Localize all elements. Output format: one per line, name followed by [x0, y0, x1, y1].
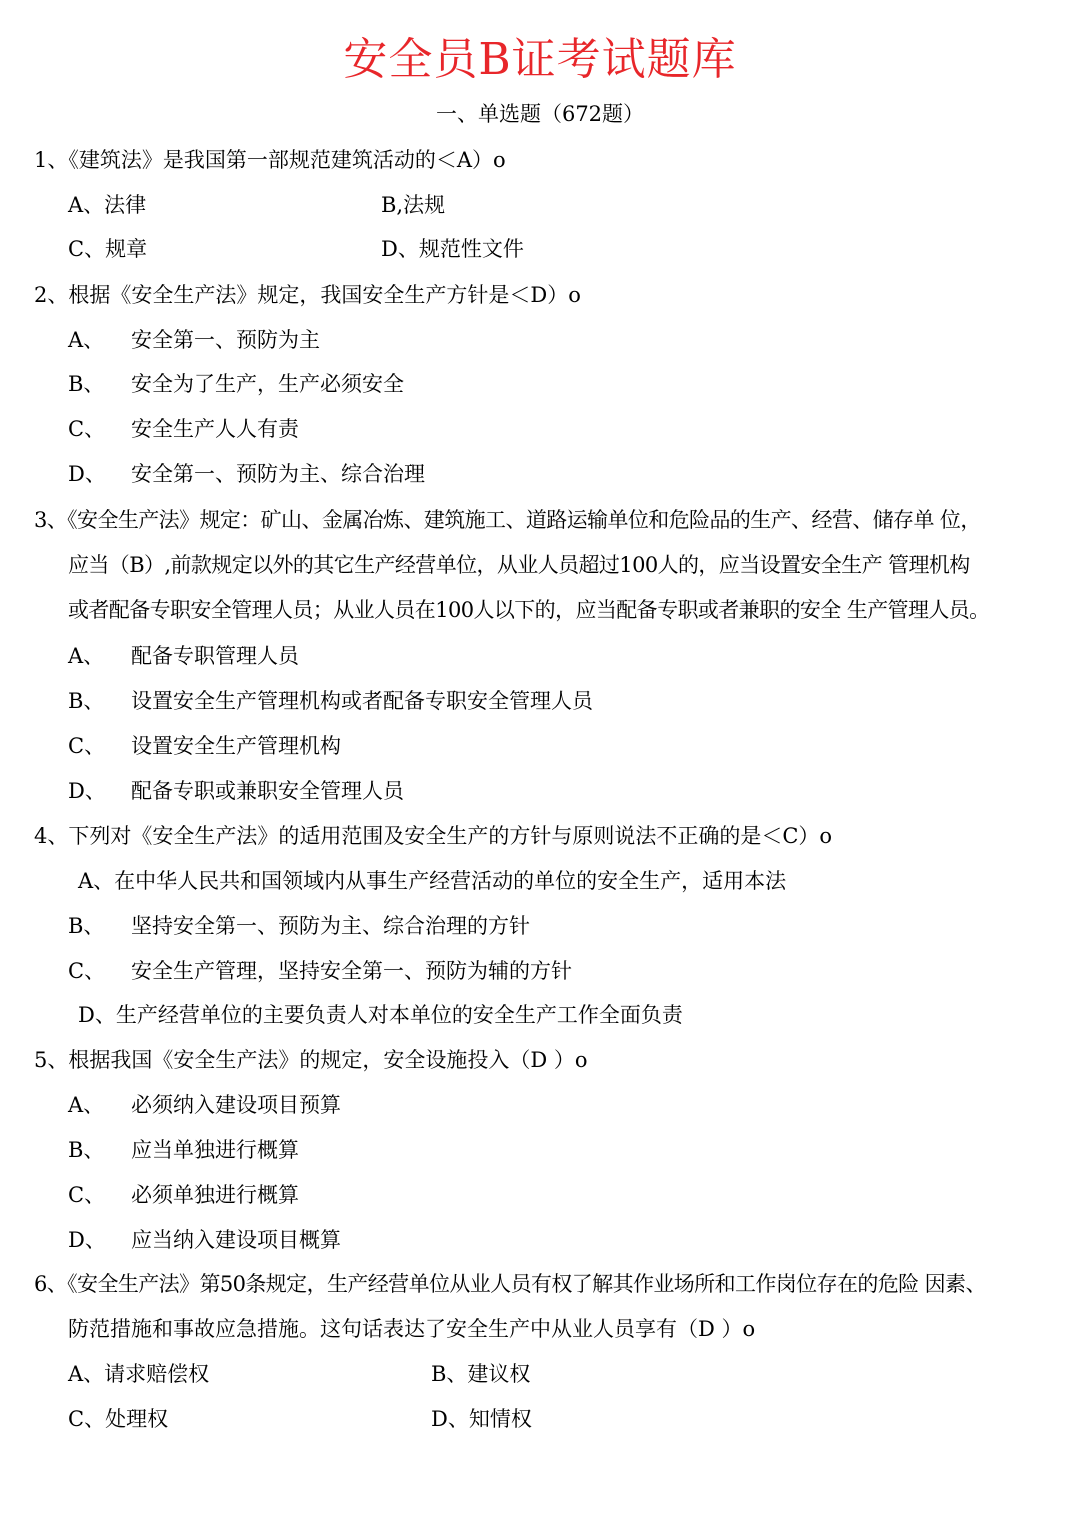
section-heading: 一、单选题（672题） [435, 102, 645, 126]
question-5-option-b [68, 1134, 299, 1166]
option-text: 配备专职或兼职安全管理人员 [131, 779, 404, 803]
option-label: B、 [68, 1138, 105, 1162]
question-2-stem: 2、根据《安全生产法》规定，我国安全生产方针是＜D）o [34, 283, 581, 307]
option-label: C、 [68, 734, 106, 758]
question-1-option-a: A、法律 [68, 193, 147, 217]
document-title: 安全员B证考试题库 [343, 34, 737, 85]
option-label: A、 [68, 328, 105, 352]
option-label: C、 [68, 417, 106, 441]
question-5-option-d [68, 1224, 341, 1256]
question-6-option-a: A、请求赔偿权 [68, 1362, 210, 1386]
option-label: A、 [68, 644, 105, 668]
option-label: C、 [68, 959, 106, 983]
option-text: 应当单独进行概算 [131, 1138, 299, 1162]
question-4-option-a: A、在中华人民共和国领域内从事生产经营活动的单位的安全生产，适用本法 [78, 869, 787, 893]
option-label: C、 [68, 1183, 106, 1207]
question-1-option-c: C、规章 [68, 237, 148, 261]
question-5-option-a [68, 1089, 341, 1121]
question-4-option-d: D、生产经营单位的主要负责人对本单位的安全生产工作全面负责 [78, 1003, 683, 1027]
option-text: 安全为了生产，生产必须安全 [131, 372, 404, 396]
question-4-option-c [68, 955, 572, 987]
option-label: B、 [68, 689, 105, 713]
question-2-option-d [68, 458, 425, 490]
option-text: 必须纳入建设项目预算 [131, 1093, 341, 1117]
option-text: 必须单独进行概算 [131, 1183, 299, 1207]
option-text: 应当纳入建设项目概算 [131, 1228, 341, 1252]
question-2-option-b [68, 368, 404, 400]
question-1-option-b: B,法规 [381, 193, 446, 217]
option-text: 坚持安全第一、预防为主、综合治理的方针 [131, 914, 530, 938]
question-6-stem-line-1: 6、《安全生产法》第50条规定，生产经营单位从业人员有权了解其作业场所和工作岗位存在的危险 因素、 [34, 1272, 986, 1296]
option-text: 安全第一、预防为主、综合治理 [131, 462, 425, 486]
option-label: B、 [68, 914, 105, 938]
option-text: 安全生产人人有责 [131, 417, 299, 441]
question-6-stem-line-2: 防范措施和事故应急措施。这句话表达了安全生产中从业人员享有（D ）o [68, 1317, 756, 1341]
option-label: D、 [68, 779, 106, 803]
question-6-option-c: C、处理权 [68, 1407, 169, 1431]
question-2-option-a [68, 324, 320, 356]
question-1-stem: 1、《建筑法》是我国第一部规范建筑活动的＜A）o [34, 148, 506, 172]
question-3-option-c [68, 730, 341, 762]
option-text: 安全生产管理，坚持安全第一、预防为辅的方针 [131, 959, 572, 983]
question-4-option-b [68, 910, 530, 942]
question-3-stem-line-3: 或者配备专职安全管理人员；从业人员在100人以下的，应当配备专职或者兼职的安全 生产管理人员。 [68, 598, 990, 622]
question-6-option-d: D、知情权 [431, 1407, 532, 1431]
question-3-option-d [68, 775, 404, 807]
question-1-option-d: D、规范性文件 [381, 237, 524, 261]
question-6-option-b: B、建议权 [431, 1362, 531, 1386]
option-text: 设置安全生产管理机构 [131, 734, 341, 758]
question-2-option-c [68, 413, 299, 445]
option-label: A、 [68, 1093, 105, 1117]
question-3-option-a [68, 640, 299, 672]
option-text: 配备专职管理人员 [131, 644, 299, 668]
option-text: 设置安全生产管理机构或者配备专职安全管理人员 [131, 689, 593, 713]
option-label: B、 [68, 372, 105, 396]
question-5-option-c [68, 1179, 299, 1211]
question-5-stem: 5、根据我国《安全生产法》的规定，安全设施投入（D ）o [34, 1048, 588, 1072]
question-3-stem-line-1: 3、《安全生产法》规定：矿山、金属冶炼、建筑施工、道路运输单位和危险品的生产、经营、储存单 位， [34, 508, 981, 532]
option-label: D、 [68, 462, 106, 486]
option-label: D、 [68, 1228, 106, 1252]
question-4-stem: 4、下列对《安全生产法》的适用范围及安全生产的方针与原则说法不正确的是＜C）o [34, 824, 833, 848]
option-text: 安全第一、预防为主 [131, 328, 320, 352]
question-3-option-b [68, 685, 593, 717]
question-3-stem-line-2: 应当（B）,前款规定以外的其它生产经营单位，从业人员超过100人的，应当设置安全生产 管理机构 [68, 553, 970, 577]
